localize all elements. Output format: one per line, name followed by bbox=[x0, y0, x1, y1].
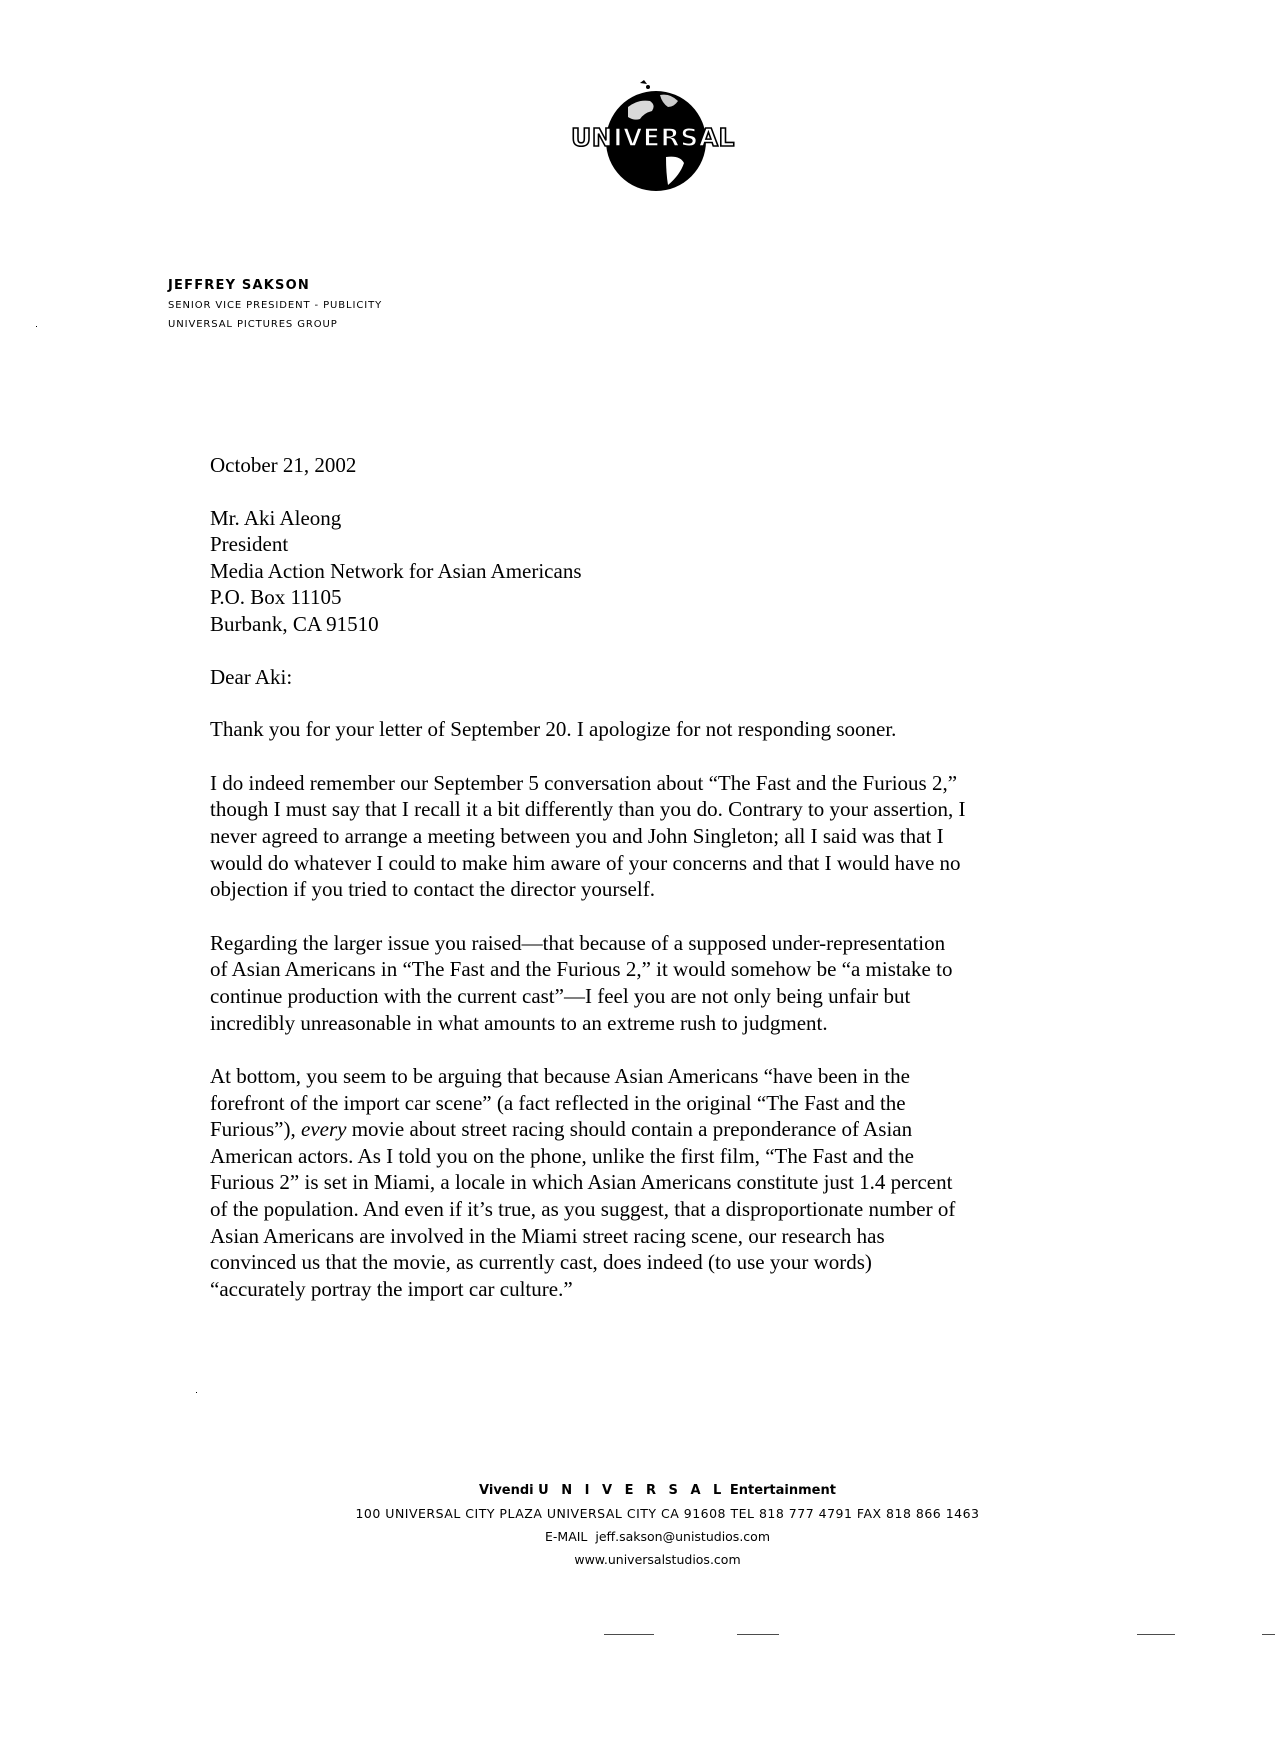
footer-company-brand: U N I V E R S A L bbox=[538, 1483, 726, 1498]
paragraph-line-start: Furious”), bbox=[210, 1117, 301, 1142]
recipient-organization: Media Action Network for Asian Americans bbox=[210, 558, 582, 583]
globe-icon bbox=[548, 75, 758, 200]
paragraph-line: American actors. As I told you on the phone, unlike the first film, “The Fast and the bbox=[210, 1143, 914, 1168]
footer-website[interactable]: www.universalstudios.com bbox=[574, 1552, 741, 1567]
scan-artifact bbox=[1262, 1634, 1275, 1635]
paragraph-line: of the population. And even if it’s true, as you suggest, that a disproportionate number of bbox=[210, 1197, 956, 1222]
paragraph-line: would do whatever I could to make him aware of your concerns and that I would have no bbox=[210, 850, 961, 875]
footer-company bbox=[40, 1480, 1275, 1502]
footer-address: 100 UNIVERSAL CITY PLAZA UNIVERSAL CITY CA 91608 TEL 818 777 4791 FAX 818 866 1463 bbox=[355, 1506, 980, 1521]
paragraph-4 bbox=[210, 1063, 1130, 1302]
letterhead-footer bbox=[0, 1480, 1275, 1571]
footer-email[interactable]: jeff.sakson@unistudios.com bbox=[595, 1529, 770, 1544]
paragraph-line bbox=[210, 1116, 1130, 1143]
letter-body bbox=[210, 452, 1130, 1329]
paragraph-line: incredibly unreasonable in what amounts to an extreme rush to judgment. bbox=[210, 1010, 828, 1035]
sender-title: SENIOR VICE PRESIDENT - PUBLICITY bbox=[168, 300, 383, 311]
paragraph-line: “accurately portray the import car culture.” bbox=[210, 1276, 573, 1301]
svg-text:UNIVERSAL: UNIVERSAL bbox=[571, 123, 735, 152]
paragraph-line: objection if you tried to contact the director yourself. bbox=[210, 877, 655, 902]
recipient-title: President bbox=[210, 532, 289, 557]
paragraph-line: of Asian Americans in “The Fast and the Furious 2,” it would somehow be “a mistake to bbox=[210, 957, 953, 982]
paragraph-line: never agreed to arrange a meeting between you and John Singleton; all I said was that I bbox=[210, 823, 944, 848]
paragraph-line: Furious 2” is set in Miami, a locale in which Asian Americans constitute just 1.4 percent bbox=[210, 1170, 953, 1195]
letter-date: October 21, 2002 bbox=[210, 453, 357, 477]
paragraph-line-rest: movie about street racing should contain a preponderance of Asian bbox=[346, 1117, 913, 1142]
scan-artifact bbox=[36, 326, 37, 327]
paragraph-line: Thank you for your letter of September 20. I apologize for not responding sooner. bbox=[210, 717, 897, 742]
footer-company-suffix: Entertainment bbox=[729, 1483, 836, 1498]
paragraph-3 bbox=[210, 930, 1130, 1036]
paragraph-line: convinced us that the movie, as currently cast, does indeed (to use your words) bbox=[210, 1250, 872, 1275]
recipient-name: Mr. Aki Aleong bbox=[210, 505, 342, 530]
salutation: Dear Aki: bbox=[210, 664, 293, 689]
footer-company-prefix: Vivendi bbox=[479, 1483, 534, 1498]
sender-name: JEFFREY SAKSON bbox=[168, 278, 310, 293]
scan-artifact bbox=[196, 1392, 197, 1393]
scan-artifact bbox=[737, 1634, 779, 1635]
footer-email-line bbox=[40, 1525, 1275, 1548]
paragraph-line: Regarding the larger issue you raised—that because of a supposed under-representation bbox=[210, 930, 946, 955]
paragraph-line: forefront of the import car scene” (a fact reflected in the original “The Fast and the bbox=[210, 1090, 906, 1115]
recipient-address-line2: Burbank, CA 91510 bbox=[210, 611, 379, 636]
paragraph-line: continue production with the current cast”—I feel you are not only being unfair but bbox=[210, 983, 911, 1008]
paragraph-1 bbox=[210, 716, 1130, 743]
sender-organization: UNIVERSAL PICTURES GROUP bbox=[168, 319, 338, 330]
footer-email-label: E-MAIL bbox=[545, 1529, 588, 1544]
universal-logo bbox=[548, 75, 758, 200]
emphasis-every: every bbox=[301, 1117, 347, 1142]
recipient-address-line1: P.O. Box 11105 bbox=[210, 585, 342, 610]
paragraph-line: Asian Americans are involved in the Miami street racing scene, our research has bbox=[210, 1223, 885, 1248]
sender-block bbox=[168, 276, 382, 334]
scan-artifact bbox=[1137, 1634, 1175, 1635]
paragraph-2 bbox=[210, 770, 1130, 903]
paragraph-line: though I must say that I recall it a bit differently than you do. Contrary to your assertion, I bbox=[210, 797, 966, 822]
recipient-address bbox=[210, 505, 1130, 638]
paragraph-line: I do indeed remember our September 5 conversation about “The Fast and the Furious 2,” bbox=[210, 770, 958, 795]
scan-artifact bbox=[604, 1634, 654, 1635]
paragraph-line: At bottom, you seem to be arguing that because Asian Americans “have been in the bbox=[210, 1064, 911, 1089]
